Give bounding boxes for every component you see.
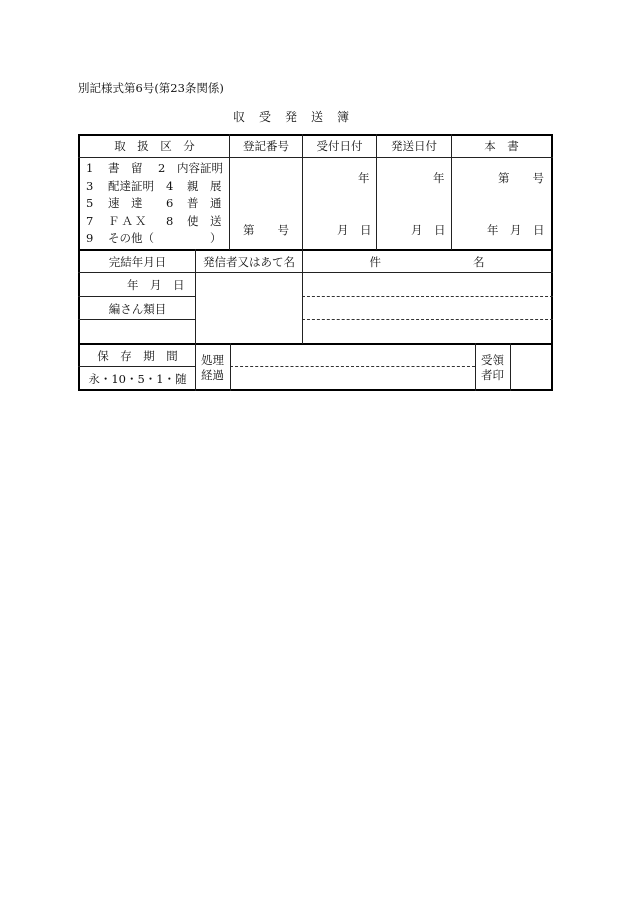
- main-doc-date: 年 月 日: [487, 223, 545, 237]
- completion-date-label: 完結年月日: [108, 255, 167, 269]
- processing-label-1: 処理: [201, 353, 224, 367]
- sent-month-day: 月 日: [411, 223, 446, 237]
- header-category: 取 扱 区 分: [114, 139, 195, 153]
- main-doc-number: 第 号: [498, 171, 544, 185]
- header-main-doc: 本 書: [484, 139, 519, 153]
- category-row: 7 ＦＡＸ 8 使 送: [86, 213, 222, 228]
- completion-date-value: 年 月 日: [127, 278, 185, 292]
- category-row: 3 配達証明 4 親 展: [86, 178, 222, 193]
- receiver-label-2: 者印: [481, 368, 504, 382]
- receiver-label-1: 受領: [481, 353, 504, 367]
- retention-value: 永・10・5・1・随: [88, 372, 187, 386]
- received-year: 年: [358, 171, 370, 185]
- processing-label-2: 経過: [201, 368, 224, 382]
- classification-label: 編さん類目: [108, 302, 167, 316]
- category-row: 5 速 達 6 普 通: [86, 196, 222, 210]
- header-reg-no: 登記番号: [243, 139, 289, 153]
- received-month-day: 月 日: [337, 223, 372, 237]
- category-list: [86, 161, 228, 249]
- category-row: 9 その他（ ）: [86, 231, 222, 245]
- subject-label: 件 名: [369, 255, 485, 269]
- reg-no-cell: 第 号: [243, 223, 289, 237]
- header-received-date: 受付日付: [316, 139, 363, 153]
- form-label: 別記様式第6号(第23条関係): [78, 81, 224, 95]
- form-title: 収 受 発 送 簿: [233, 110, 351, 124]
- category-row: 1 書 留 2 内容証明: [86, 161, 223, 175]
- sent-year: 年: [433, 171, 445, 185]
- retention-label: 保 存 期 間: [97, 349, 178, 363]
- sender-label: 発信者又はあて名: [203, 255, 295, 269]
- header-sent-date: 発送日付: [391, 139, 437, 153]
